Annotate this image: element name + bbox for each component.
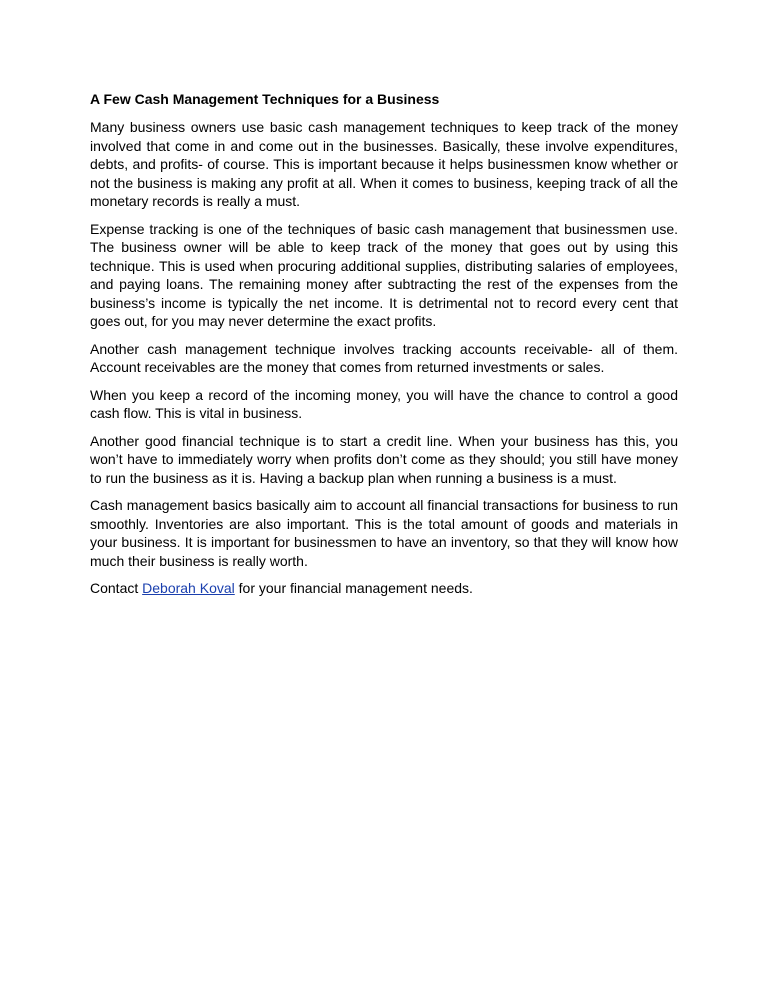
paragraph-intro: Many business owners use basic cash management techniques to keep track of the money involved that come in and come out in the businesses. Basically, these involve expenditures, debts, and profits- of course. This is important because it helps businessmen know whether or not the business is making any profit at all. When it comes to business, keeping track of all the monetary records is really a must.: [90, 119, 678, 209]
document-title: A Few Cash Management Techniques for a Business: [90, 91, 440, 107]
paragraph-accounts-receivable: Another cash management technique involves tracking accounts receivable- all of them. Account receivables are the money that comes from returned investments or sales.: [90, 340, 678, 375]
paragraph-cash-flow: When you keep a record of the incoming money, you will have the chance to control a good cash flow. This is vital in business.: [90, 386, 678, 421]
paragraph-credit-line: Another good financial technique is to start a credit line. When your business has this, you won’t have to immediately worry when profits don’t come as they should; you still have money to run the business as it is. Having a backup plan when running a business is a must.: [90, 432, 678, 486]
document-page: [90, 90, 678, 607]
contact-line: [90, 579, 678, 598]
contact-suffix: for your financial management needs.: [234, 580, 473, 596]
contact-link[interactable]: Deborah Koval: [142, 580, 235, 596]
contact-prefix: Contact: [90, 580, 143, 596]
paragraph-expense-tracking: Expense tracking is one of the techniques of basic cash management that businessmen use. The business owner will be able to keep track of the money that goes out by using this technique. This is used when procuring additional supplies, distributing salaries of employees, and paying loans. The remaining money after subtracting the rest of the expenses from the business’s income is typically the net income. It is detrimental not to record every cent that goes out, for you may never determine the exact profits.: [90, 220, 678, 329]
paragraph-inventory: Cash management basics basically aim to account all financial transactions for business to run smoothly. Inventories are also important. This is the total amount of goods and materials in your business. It is important for businessmen to have an inventory, so that they will know how much their business is really worth.: [90, 497, 678, 569]
